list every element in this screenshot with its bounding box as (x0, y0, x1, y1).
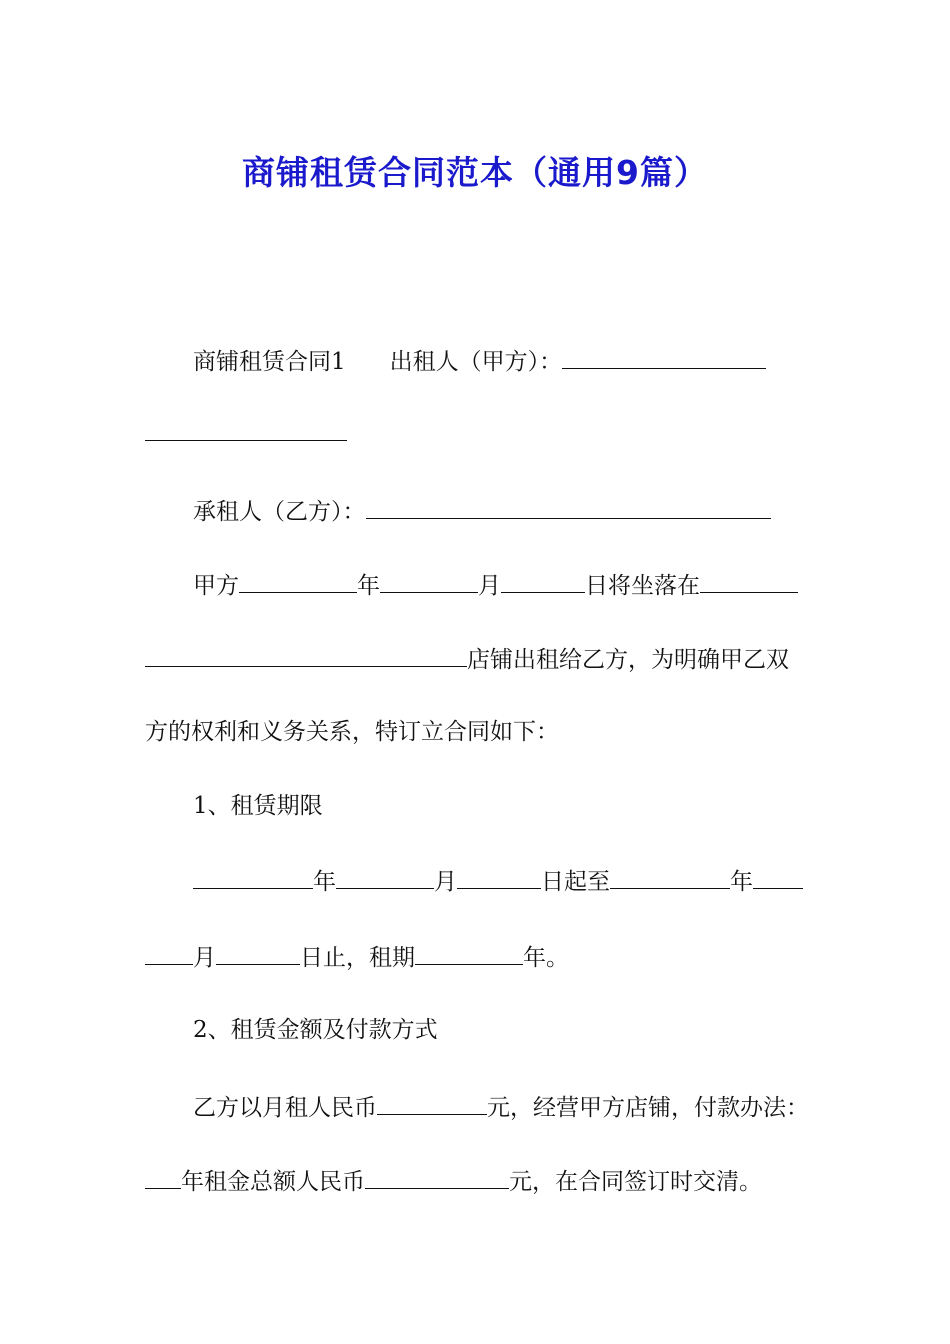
section-heading-lease-term (145, 786, 858, 826)
contract-line-term-end (145, 936, 810, 976)
page-title: 商铺租赁合同范本（通用9篇） (242, 153, 708, 193)
rent-payment-heading: 2、租赁金额及付款方式 (193, 1017, 438, 1043)
lease-term-heading: 1、租赁期限 (193, 793, 323, 819)
lessor-name-blank-cont[interactable] (145, 412, 347, 441)
shop-rent-text: 店铺出租给乙方，为明确甲乙双 (467, 647, 789, 673)
start-year-blank[interactable] (193, 860, 313, 889)
term-years-unit: 年。 (523, 945, 569, 971)
contract-line-lessor (145, 340, 858, 380)
contract-line-lessor-cont (145, 412, 810, 452)
month-blank[interactable] (380, 564, 478, 593)
lessee-name-blank[interactable] (366, 490, 771, 519)
location-text: 日将坐落在 (585, 573, 700, 599)
year-unit: 年 (357, 573, 380, 599)
end-month-unit: 月 (193, 945, 216, 971)
start-day-blank[interactable] (457, 860, 541, 889)
end-day-text: 日止，租期 (300, 945, 415, 971)
party-a-text: 甲方 (193, 573, 239, 599)
contract-line-shop (145, 638, 810, 678)
start-year-unit: 年 (313, 869, 336, 895)
contract-line-annual-rent (145, 1160, 810, 1200)
term-years-blank[interactable] (415, 936, 523, 965)
contract-heading: 商铺租赁合同1 (193, 349, 346, 375)
contract-line-lessee (145, 490, 858, 530)
settlement-text: 元，在合同签订时交清。 (509, 1169, 762, 1195)
contract-line-term-start (145, 860, 858, 900)
lessee-label: 承租人（乙方）： (193, 499, 366, 525)
contract-line-date-location (145, 564, 858, 604)
lessor-label: 出租人（甲方）： (389, 349, 563, 375)
end-month-blank-cont[interactable] (145, 936, 193, 965)
end-year-blank[interactable] (610, 860, 730, 889)
annual-rent-blank[interactable] (365, 1160, 509, 1189)
monthly-rent-text: 乙方以月租人民币 (193, 1095, 377, 1121)
end-year-unit: 年 (730, 869, 753, 895)
start-month-blank[interactable] (336, 860, 434, 889)
payment-period-blank[interactable] (145, 1160, 181, 1189)
start-month-unit: 月 (434, 869, 457, 895)
contract-line-purpose (145, 712, 810, 752)
annual-rent-text: 年租金总额人民币 (181, 1169, 365, 1195)
payment-method-text: 元，经营甲方店铺，付款办法： (487, 1095, 809, 1121)
section-heading-rent-payment (145, 1010, 858, 1050)
day-blank[interactable] (501, 564, 585, 593)
year-blank[interactable] (239, 564, 357, 593)
shop-location-blank[interactable] (145, 638, 467, 667)
contract-line-monthly-rent (145, 1086, 858, 1126)
purpose-text: 方的权利和义务关系，特订立合同如下： (145, 719, 559, 745)
start-day-text: 日起至 (541, 869, 610, 895)
end-day-blank[interactable] (216, 936, 300, 965)
end-month-blank[interactable] (753, 860, 803, 889)
location-blank[interactable] (700, 564, 798, 593)
lessor-name-blank[interactable] (562, 340, 766, 369)
month-unit: 月 (478, 573, 501, 599)
monthly-rent-blank[interactable] (377, 1086, 487, 1115)
